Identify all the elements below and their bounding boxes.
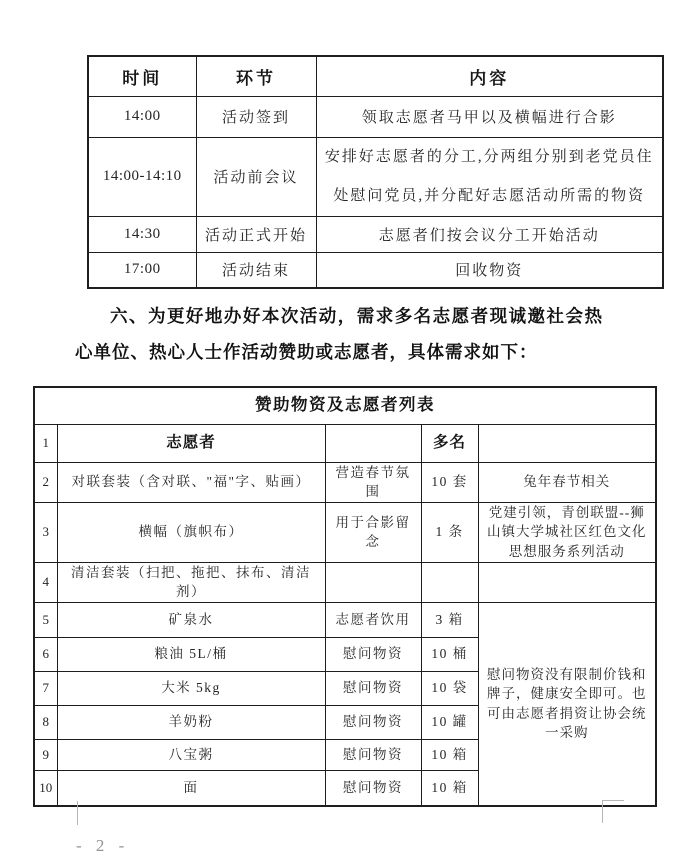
sponsor-num-cell: 8 [34, 705, 57, 739]
schedule-header-row [88, 56, 663, 96]
sponsor-note-cell: 兔年春节相关 [478, 462, 656, 502]
sponsor-num-cell: 3 [34, 502, 57, 562]
sponsor-qty-cell: 1 条 [421, 502, 478, 562]
sponsor-note-cell [478, 424, 656, 462]
sponsor-qty-cell: 10 罐 [421, 705, 478, 739]
sponsor-item-cell: 对联套装（含对联、"福"字、贴画） [57, 462, 325, 502]
sponsor-num-cell: 6 [34, 637, 57, 671]
schedule-stage-cell: 活动正式开始 [196, 216, 316, 252]
sponsor-qty-cell: 10 桶 [421, 637, 478, 671]
sponsor-qty-cell: 多名 [421, 424, 478, 462]
sponsor-qty-cell: 10 箱 [421, 770, 478, 806]
sponsor-item-cell: 面 [57, 770, 325, 806]
sponsor-merged-note-cell: 慰问物资没有限制价钱和牌子，健康安全即可。也可由志愿者捐资让协会统一采购 [478, 602, 656, 806]
table-row [34, 424, 656, 462]
schedule-content-cell: 回收物资 [316, 252, 663, 288]
schedule-time-cell: 14:30 [88, 216, 196, 252]
table-row [88, 96, 663, 137]
sponsor-purpose-cell: 用于合影留念 [325, 502, 421, 562]
table-row [34, 462, 656, 502]
sponsor-item-cell: 羊奶粉 [57, 705, 325, 739]
schedule-table [87, 55, 664, 289]
text-boundary-mark [602, 800, 603, 823]
schedule-stage-cell: 活动前会议 [196, 137, 316, 216]
sponsor-qty-cell: 10 袋 [421, 671, 478, 705]
sponsor-purpose-cell: 慰问物资 [325, 770, 421, 806]
sponsor-table [33, 386, 657, 807]
sponsor-note-cell [478, 562, 656, 602]
table-row [88, 216, 663, 252]
schedule-time-cell: 17:00 [88, 252, 196, 288]
sponsor-item-cell: 清洁套装（扫把、拖把、抹布、清洁剂） [57, 562, 325, 602]
text-boundary-mark [602, 800, 624, 801]
sponsor-purpose-cell [325, 424, 421, 462]
table-row [88, 137, 663, 216]
sponsor-item-cell: 横幅（旗帜布） [57, 502, 325, 562]
sponsor-num-cell: 7 [34, 671, 57, 705]
schedule-content-cell: 志愿者们按会议分工开始活动 [316, 216, 663, 252]
sponsor-num-cell: 4 [34, 562, 57, 602]
table-row [34, 502, 656, 562]
sponsor-purpose-cell: 慰问物资 [325, 739, 421, 770]
sponsor-purpose-cell: 慰问物资 [325, 671, 421, 705]
schedule-stage-cell: 活动签到 [196, 96, 316, 137]
schedule-header-time: 时间 [88, 56, 196, 96]
schedule-time-cell: 14:00 [88, 96, 196, 137]
sponsor-purpose-cell: 营造春节氛围 [325, 462, 421, 502]
table-row [88, 252, 663, 288]
sponsor-num-cell: 1 [34, 424, 57, 462]
sponsor-qty-cell: 10 箱 [421, 739, 478, 770]
sponsor-num-cell: 10 [34, 770, 57, 806]
sponsor-note-cell: 党建引领，青创联盟--狮山镇大学城社区红色文化思想服务系列活动 [478, 502, 656, 562]
sponsor-item-cell: 大米 5kg [57, 671, 325, 705]
sponsor-qty-cell: 10 套 [421, 462, 478, 502]
sponsor-item-cell: 志愿者 [57, 424, 325, 462]
sponsor-num-cell: 9 [34, 739, 57, 770]
page-number: - 2 - [76, 836, 130, 855]
sponsor-table-title: 赞助物资及志愿者列表 [34, 387, 656, 424]
sponsor-qty-cell [421, 562, 478, 602]
schedule-content-cell: 领取志愿者马甲以及横幅进行合影 [316, 96, 663, 137]
sponsor-num-cell: 2 [34, 462, 57, 502]
sponsor-item-cell: 粮油 5L/桶 [57, 637, 325, 671]
sponsor-item-cell: 八宝粥 [57, 739, 325, 770]
table-row [34, 602, 656, 637]
sponsor-purpose-cell [325, 562, 421, 602]
schedule-time-cell: 14:00-14:10 [88, 137, 196, 216]
text-boundary-mark [77, 801, 78, 825]
sponsor-item-cell: 矿泉水 [57, 602, 325, 637]
sponsor-title-row [34, 387, 656, 424]
section-heading: 六、为更好地办好本次活动，需求多名志愿者现诚邀社会热心单位、热心人士作活动赞助或志愿者，具体需求如下： [75, 306, 603, 362]
sponsor-purpose-cell: 慰问物资 [325, 705, 421, 739]
table-row [34, 562, 656, 602]
schedule-header-stage: 环节 [196, 56, 316, 96]
schedule-content-cell: 安排好志愿者的分工,分两组分别到老党员住处慰问党员,并分配好志愿活动所需的物资 [316, 137, 663, 216]
sponsor-purpose-cell: 志愿者饮用 [325, 602, 421, 637]
schedule-header-content: 内容 [316, 56, 663, 96]
sponsor-qty-cell: 3 箱 [421, 602, 478, 637]
schedule-stage-cell: 活动结束 [196, 252, 316, 288]
sponsor-purpose-cell: 慰问物资 [325, 637, 421, 671]
sponsor-num-cell: 5 [34, 602, 57, 637]
